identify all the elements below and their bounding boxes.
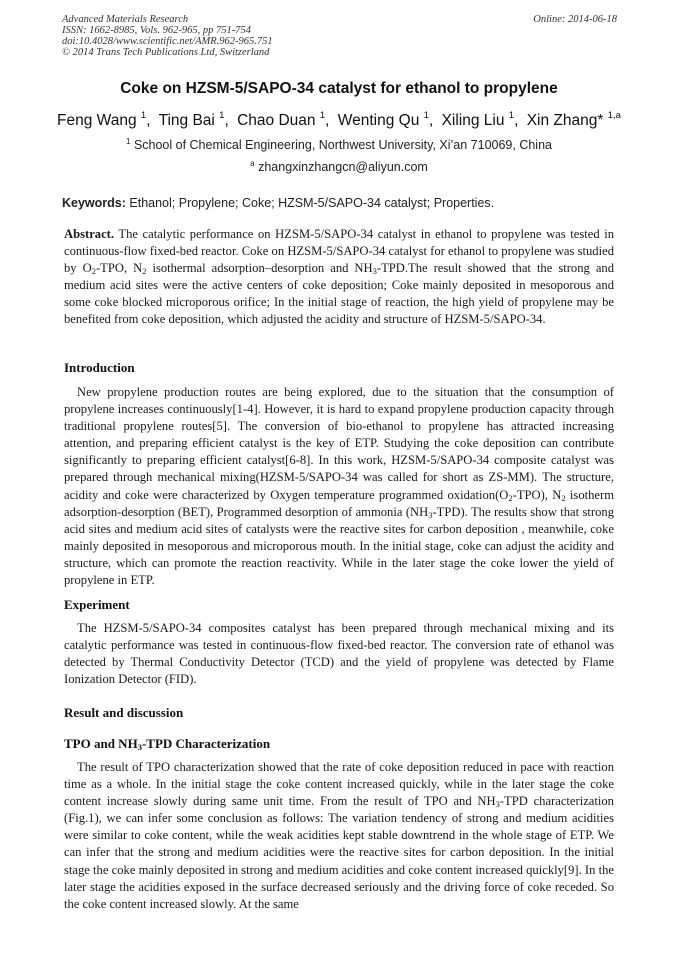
doi-line: doi:10.4028/www.scientific.net/AMR.962-965.751 (62, 36, 273, 47)
author: Chao Duan $^1$, (237, 110, 330, 129)
author: Xin Zhang* $^{1,a}$ (526, 110, 621, 129)
abstract: Abstract. The catalytic performance on HZSM-5/SAPO-34 catalyst in ethanol to propylene was tested in continuous-flow fixed-bed reactor. Coke on HZSM-5/SAPO-34 catalyst for ethanol to propylene was studied by $O_2$-TPO, $N_2$ isothermal adsorption–desorption and $NH_3-TPD.The$ result showed that the strong and medium acid sites were the active centers of coke deposition; Coke mainly deposited in mesoporous and some coke blocked microporous orifice; In the initial stage of reaction, the high yield of propylene may be benefited from coke deposition, which adjusted the acidity and structure of HZSM-5/SAPO-34. (64, 227, 615, 327)
author: Feng Wang $^1$, (57, 110, 151, 129)
paper-title: Coke on HZSM-5/SAPO-34 catalyst for ethanol to propylene (120, 80, 558, 97)
section-heading-results: Result and discussion (64, 705, 184, 720)
copyright-line: © 2014 Trans Tech Publications Ltd, Switzerland (62, 47, 270, 58)
subsection-heading-tpo: TPO and $NH_3$-TPD Characterization (64, 736, 271, 752)
author: Ting Bai $^1$, (158, 110, 229, 129)
experiment-paragraph: The HZSM-5/SAPO-34 composites catalyst has been prepared through mechanical mixing and its catalytic performance was tested in continuous-flow fixed-bed reactor. The conversion rate of ethanol was detected by Thermal Conductivity Detector (TCD) and the yield of propylene was detected by Flame Ionization Detector (FID). (64, 621, 614, 687)
online-date: Online: 2014-06-18 (533, 14, 617, 25)
tpo-paragraph: The result of TPO characterization showed that the rate of coke deposition reduced in pace with reaction time as a whole. In the initial stage the coke content increased quickly, while in the later stage the coke content increase slowly during same unit time. From the result of TPO and $NH_3$-TPD characterization (Fig.1), we can infer some conclusion as follows: The variation tendency of strong and medium acidities were similar to coke content, while the weak acidities kept stable downtrend in the whole stage of ETP. We can infer that the strong and medium acidities were the reactive sites for carbon deposition. In the initial stage the coke mainly deposited in strong and medium acidities and coke content increased quickly[9]. In the later stage the acidities exposed in the surface decreased seriously and the driving force of coke receded. So the coke content increased slowly. At the same (64, 760, 614, 911)
affiliation: $^1$ School of Chemical Engineering, Northwest University, Xi’an 710069, China (126, 137, 552, 152)
author-email: $^a$ zhangxinzhangcn@aliyun.com (250, 159, 428, 174)
author-list (0, 112, 678, 130)
keywords (62, 196, 617, 210)
author: Wenting Qu $^1$, (337, 110, 434, 129)
keywords-label: Keywords: (62, 196, 126, 210)
issn-line: ISSN: 1662-8985, Vols. 962-965, pp 751-754 (62, 25, 251, 36)
publication-header (62, 14, 617, 58)
introduction-paragraph: New propylene production routes are being explored, due to the situation that the consumption of propylene increases continuously[1-4]. However, it is hard to expand propylene production capacity through traditional propylene routes[5]. The conversion of bio-ethanol to propylene has attracted increasing attention, and preparing efficient catalyst is the key of ETP. Studying the coke deposition can contribute significantly to preparing efficient catalyst[6-8]. In this work, HZSM-5/SAPO-34 composite catalyst was prepared through mechanical mixing(HZSM-5/SAPO-34 was called for short as ZS-MM). The structure, acidity and coke were characterized by Oxygen temperature programmed $oxidation(O_2-TPO)$, $N_2$ isotherm adsorption-desorption (BET), Programmed desorption of ammonia $(NH_3-TPD)$. The results show that strong acid sites and medium acid sites of catalysts were the reactive sites for carbon deposition , meanwhile, coke mainly deposited in mesoporous and microporous mouth. In the initial stage, coke can adjust the acidity and structure, which can promote the reaction reactivity. While in the later stage the coke lower the yield of propylene in ETP. (64, 385, 614, 588)
journal-name: Advanced Materials Research (62, 14, 189, 25)
author: Xiling Liu $^1$, (441, 110, 519, 129)
abstract-label: Abstract. (64, 227, 115, 241)
keywords-text: Ethanol; Propylene; Coke; HZSM-5/SAPO-34 catalyst; Properties. (129, 196, 495, 210)
section-heading-experiment: Experiment (64, 597, 130, 612)
section-heading-introduction: Introduction (64, 360, 135, 375)
